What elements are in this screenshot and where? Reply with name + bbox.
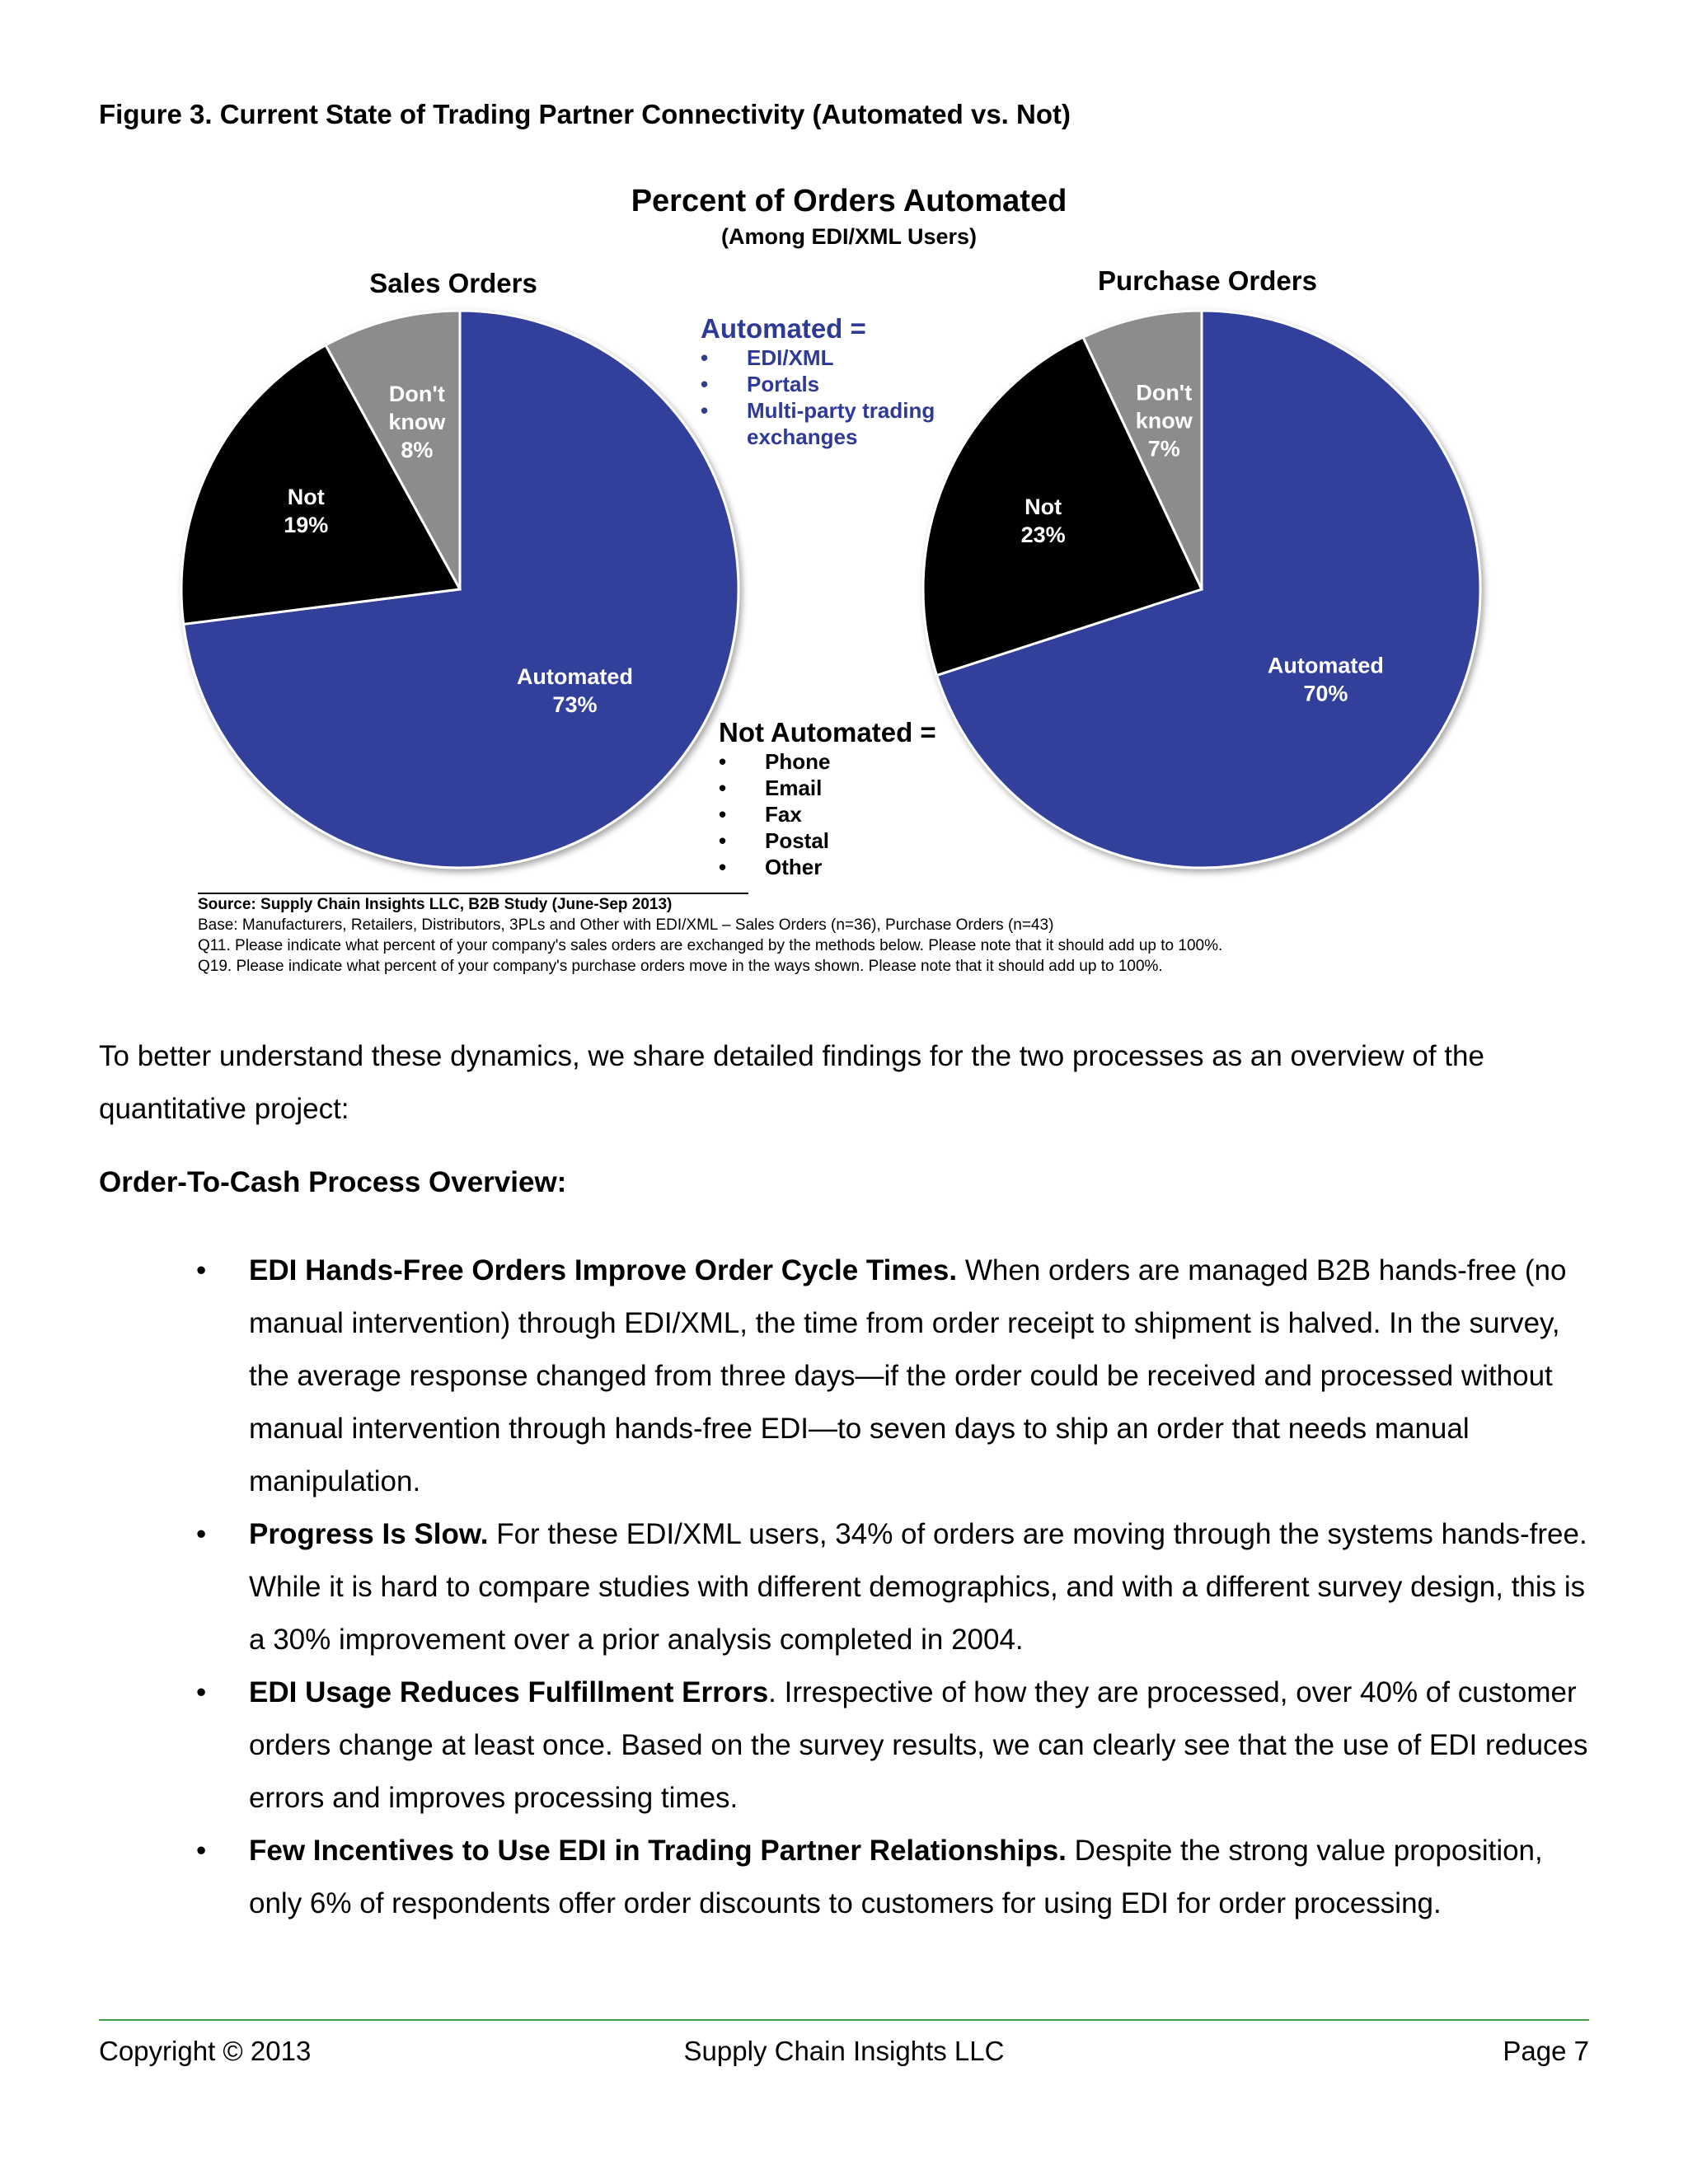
bullet-heading: EDI Usage Reduces Fulfillment Errors bbox=[249, 1676, 769, 1708]
chart-source-notes bbox=[198, 890, 1517, 977]
bullet-item bbox=[99, 1508, 1591, 1666]
pie-heading-purchase-orders: Purchase Orders bbox=[1098, 265, 1317, 296]
bullet-item bbox=[99, 1666, 1591, 1825]
chart-subtitle: (Among EDI/XML Users) bbox=[720, 224, 978, 249]
legend-automated-item: • Multi-party trading bbox=[701, 398, 935, 423]
footer-company: Supply Chain Insights LLC bbox=[683, 2036, 1005, 2066]
bullet-body: . Irrespective of how they are processed, over 40% of customer orders change at least once. Based on the survey results, we can clearly see that the use of EDI reduces errors and improves processing times. bbox=[249, 1676, 1588, 1814]
base-line: Base: Manufacturers, Retailers, Distributors, 3PLs and Other with EDI/XML – Sales Orders (n=36), Purchase Orders (n=43) bbox=[198, 916, 1054, 934]
bullet-item bbox=[99, 1825, 1591, 1930]
bullet-item bbox=[99, 1244, 1591, 1508]
legend-automated-item: • EDI/XML bbox=[701, 345, 834, 370]
bullet-body: Despite the strong value proposition, only 6% of respondents offer order discounts to customers for using EDI for order processing. bbox=[249, 1835, 1543, 1919]
legend-automated-item: • Portals bbox=[701, 372, 820, 396]
bullet-list bbox=[99, 1244, 1591, 1930]
legend-automated-item: exchanges bbox=[747, 424, 858, 449]
legend-automated-heading: Automated = bbox=[701, 313, 866, 344]
legend-not-automated-item: • Phone bbox=[719, 749, 831, 774]
figure-caption: Figure 3. Current State of Trading Partner Connectivity (Automated vs. Not) bbox=[99, 99, 1071, 129]
bullet-dot: • bbox=[196, 1835, 207, 1867]
legend-automated bbox=[701, 313, 935, 450]
footer-divider bbox=[99, 2019, 1589, 2021]
pie-slice-label: Don't know 7% bbox=[1135, 380, 1193, 462]
bullet-heading: Progress Is Slow. bbox=[249, 1518, 489, 1550]
pie-1 bbox=[923, 311, 1480, 868]
pie-slice-label: Automated 73% bbox=[516, 663, 633, 717]
legend-not-automated-item: • Postal bbox=[719, 828, 830, 853]
bullet-body: When orders are managed B2B hands-free (no manual intervention) through EDI/XML, the time from order receipt to shipment is halved. In the survey, the average response changed from three days—if the order could be received and processed without manual intervention through hands-free EDI—to seven days to ship an order that needs manual manipulation. bbox=[249, 1254, 1567, 1497]
pie-slice-label: Not 19% bbox=[284, 484, 329, 537]
bullet-heading: Few Incentives to Use EDI in Trading Partner Relationships. bbox=[249, 1835, 1067, 1867]
legend-not-automated-heading: Not Automated = bbox=[719, 717, 936, 748]
intro-paragraph: To better understand these dynamics, we share detailed findings for the two processes as an overview of the quantitative project: bbox=[99, 1040, 1484, 1125]
pie-slice-label: Not 23% bbox=[1020, 494, 1066, 547]
bullet-body: For these EDI/XML users, 34% of orders are moving through the systems hands-free. While it is hard to compare studies with different demographics, and with a different survey design, this is a 30% improvement over a prior analysis completed in 2004. bbox=[249, 1518, 1587, 1656]
chart-title: Percent of Orders Automated bbox=[631, 184, 1067, 218]
question-q11-line: Q11. Please indicate what percent of your company's sales orders are exchanged by the methods below. Please note that it should add up to 100%. bbox=[198, 937, 1223, 954]
bullet-dot: • bbox=[196, 1518, 207, 1550]
question-q19-line: Q19. Please indicate what percent of your company's purchase orders move in the ways shown. Please note that it should add up to 100%. bbox=[198, 958, 1163, 975]
pie-slice-label: Don't know 8% bbox=[388, 382, 446, 463]
footer-copyright: Copyright © 2013 bbox=[99, 2036, 312, 2066]
bullet-heading: EDI Hands-Free Orders Improve Order Cycle Times. bbox=[249, 1254, 958, 1286]
bullet-dot: • bbox=[196, 1676, 207, 1708]
legend-not-automated-item: • Email bbox=[719, 776, 823, 800]
legend-not-automated bbox=[719, 717, 936, 880]
legend-not-automated-item: • Fax bbox=[719, 802, 802, 827]
source-line: Source: Supply Chain Insights LLC, B2B Study (June-Sep 2013) bbox=[198, 896, 673, 913]
pie-slice-label: Automated 70% bbox=[1267, 653, 1384, 706]
bullet-dot: • bbox=[196, 1254, 207, 1286]
section-heading: Order-To-Cash Process Overview: bbox=[99, 1166, 567, 1198]
pie-0 bbox=[181, 311, 738, 868]
legend-not-automated-item: • Other bbox=[719, 855, 823, 879]
footer-page-number: Page 7 bbox=[1503, 2036, 1589, 2066]
pie-heading-sales-orders: Sales Orders bbox=[369, 268, 537, 298]
pie-chart-figure bbox=[165, 177, 1533, 985]
